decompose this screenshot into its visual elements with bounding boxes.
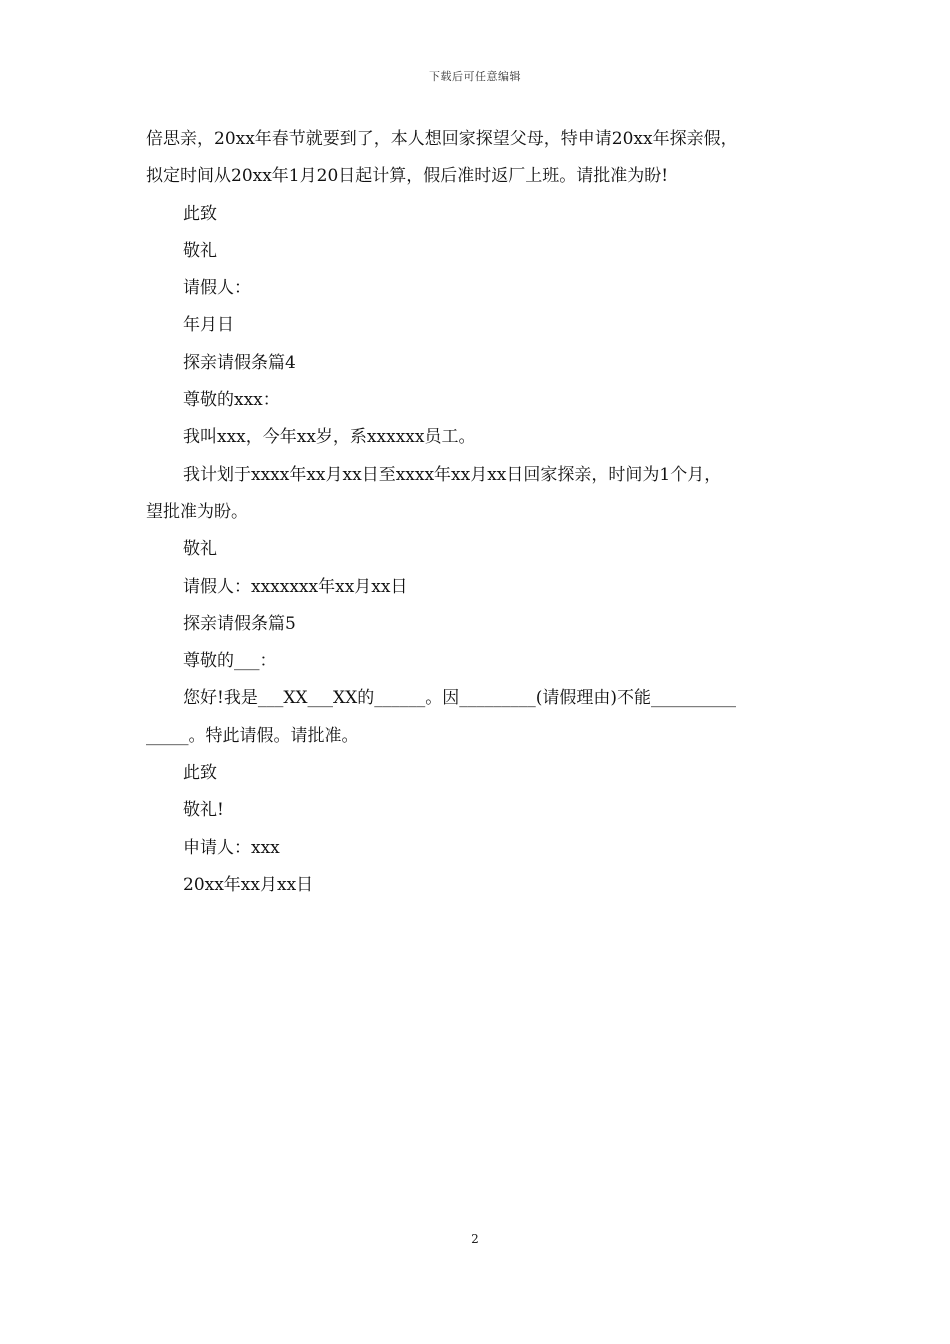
page-number: 2 — [471, 1232, 479, 1246]
text-line: 尊敬的xxx： — [183, 390, 280, 411]
text-line: 请假人： — [183, 278, 251, 299]
section-heading: 探亲请假条篇5 — [183, 613, 296, 634]
document-body — [146, 121, 826, 904]
text-line: 年月日 — [183, 315, 234, 336]
text-line: 此致 — [183, 203, 217, 224]
text-line: 此致 — [183, 763, 217, 784]
text-line: 敬礼 — [183, 240, 217, 261]
text-line: 敬礼! — [183, 800, 224, 821]
text-line: 我叫xxx，今年xx岁，系xxxxxx员工。 — [183, 427, 476, 448]
text-line: 20xx年xx月xx日 — [183, 874, 314, 895]
page-header: 下载后可任意编辑 — [429, 70, 521, 83]
text-line: 敬礼 — [183, 539, 217, 560]
text-line: 望批准为盼。 — [146, 501, 248, 522]
section-heading: 探亲请假条篇4 — [183, 352, 296, 373]
text-line: 倍思亲，20xx年春节就要到了，本人想回家探望父母，特申请20xx年探亲假， — [146, 129, 738, 149]
text-line: 请假人：xxxxxxx年xx月xx日 — [183, 576, 408, 597]
text-line: 我计划于xxxx年xx月xx日至xxxx年xx月xx日回家探亲，时间为1个月， — [183, 464, 722, 485]
text-line: _____。特此请假。请批准。 — [146, 725, 359, 746]
text-line: 拟定时间从20xx年1月20日起计算，假后准时返厂上班。请批准为盼! — [146, 166, 669, 187]
text-line: 申请人：xxx — [183, 837, 280, 858]
text-line: 您好!我是___XX___XX的______。因_________(请假理由)不能__________ — [183, 688, 737, 709]
text-line: 尊敬的___： — [183, 651, 277, 672]
